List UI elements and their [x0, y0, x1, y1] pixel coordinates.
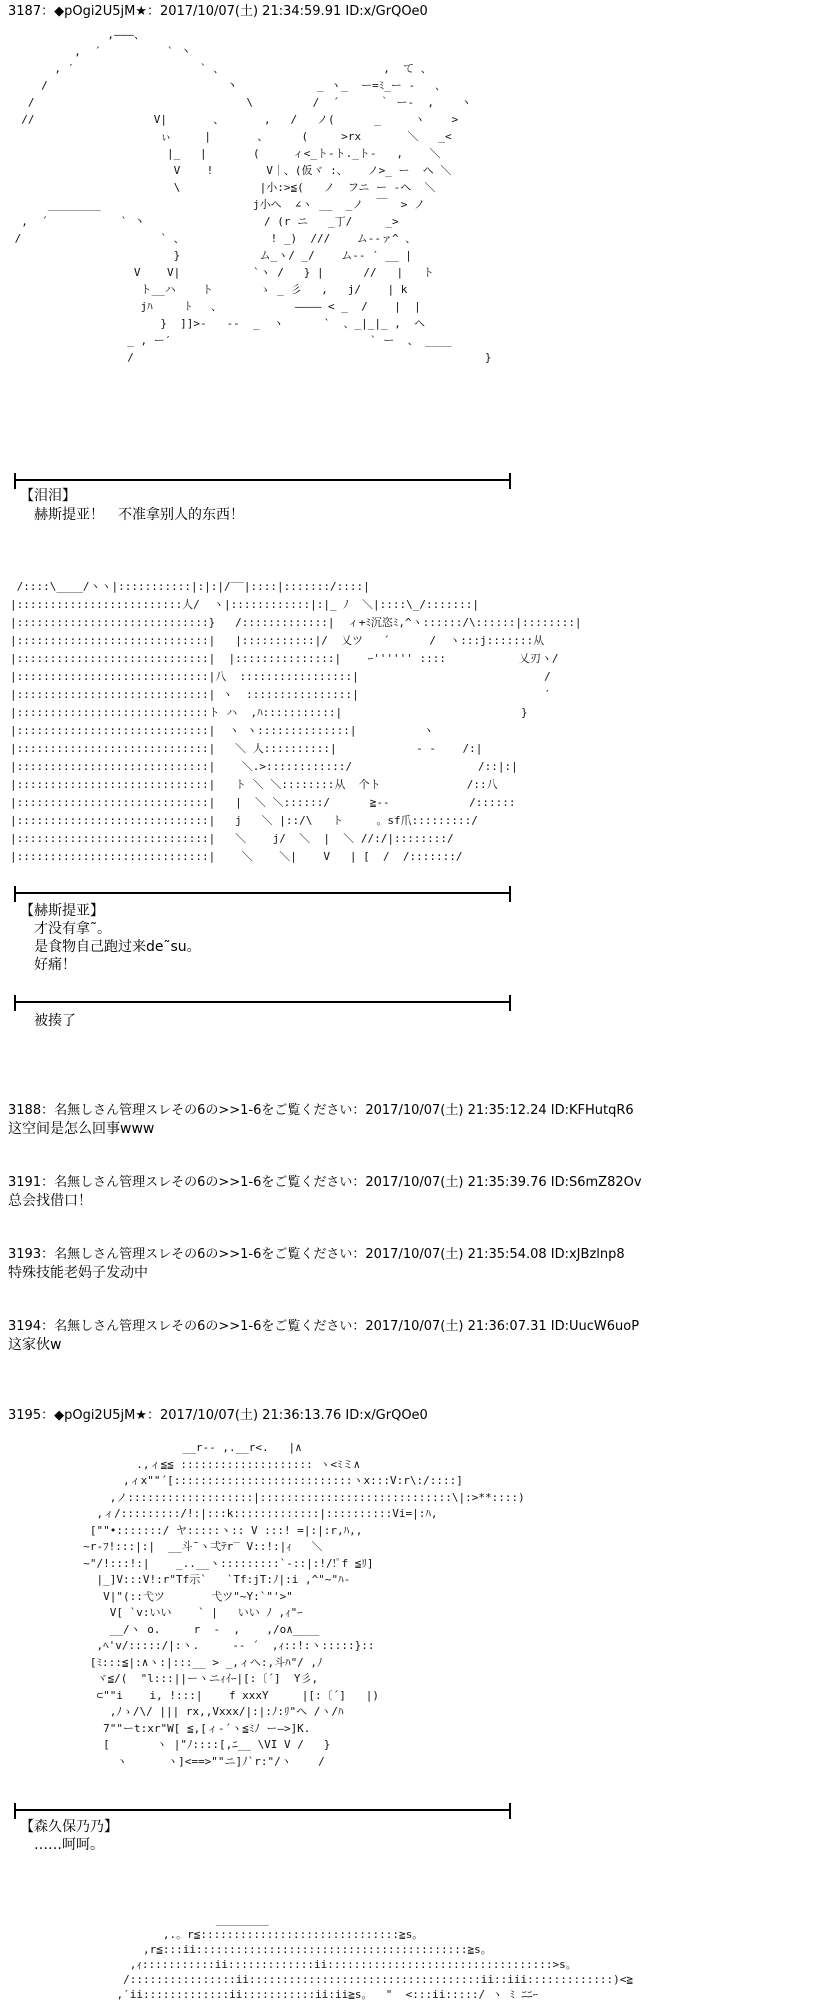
post-header: 3195：◆pOgi2U5jM★：2017/10/07(土) 21:36:13.76 ID:x/GrQOe0	[8, 1408, 428, 1423]
speaker-name: 【赫斯提亚】	[20, 903, 104, 919]
narration-line: 被揍了	[34, 1013, 76, 1029]
ascii-art-panel: /::::\____/ヽヽ|:::::::::::|:|:|/‾‾|::::|:::::::/::::| |:::::::::::::::::::::::::人/ ヽ|::::::::::::|:|_ ﾉ ＼|::::\_/:::::::| |:::::::::::::::::::::::::::::} /:::::::::::::| ィ+ﾐ沉恣ﾐ,^ヽ::::::/\::::::|::::::::| |:::::::::::::::::::::::::::::| |:::::::::::|/ 乂ツ ´ / ヽ:::j:::::::从 |:::::::::::::::::::::::::::::| |:::::::::::::::| ｰ'''''' :::: 乂刃ヽ/ |:::::::::::::::::::::::::::::|八 :::::::::::::::::| / |:::::::::::::::::::::::::::::| ヽ ::::::::::::::::| ′ |:::::::::::::::::::::::::::::ト ハ ,ﾊ:::::::::::| } |:::::::::::::::::::::::::::::| ヽ ヽ::::::::::::::| ヽ |:::::::::::::::::::::::::::::| ＼ 人::::::::::| ‐ ‐ /:| |:::::::::::::::::::::::::::::| ＼.>::::::::::::/ /::|:| |:::::::::::::::::::::::::::::| ト ＼ ＼::::::::从 个ト /::八 |:::::::::::::::::::::::::::::| | ＼ ＼::::::/ ≧-- /:::::: |:::::::::::::::::::::::::::::| j ＼ |::/\ ト 。sf爪:::::::::/ |:::::::::::::::::::::::::::::| ＼ j/ ＼ | ＼ //:/|::::::::/ |:::::::::::::::::::::::::::::| ＼ ＼| V | [ / /:::::::/	[10, 580, 582, 863]
dialogue-line: 才没有拿˜。	[34, 921, 111, 937]
dialogue-line: 好痛！	[34, 957, 76, 973]
panel-divider	[14, 892, 511, 894]
speaker-name: 【森久保乃乃】	[20, 1819, 118, 1835]
reply-body: 这空间是怎么回事www	[8, 1121, 155, 1137]
reply-body: 特殊技能老妈子发动中	[8, 1265, 148, 1281]
dialogue-line: 赫斯提亚！ 不准拿别人的东西！	[34, 507, 244, 523]
reply-header: 3193：名無しさん管理スレその6の>>1-6をご覧ください：2017/10/07(土) 21:35:54.08 ID:xJBzlnp8	[8, 1247, 625, 1262]
dialogue-line: 是食物自己跑过来de˜su。	[34, 939, 201, 955]
reply-header: 3188：名無しさん管理スレその6の>>1-6をご覧ください：2017/10/07(土) 21:35:12.24 ID:KFHutqR6	[8, 1103, 634, 1118]
dialogue-line: ……呵呵。	[34, 1837, 104, 1853]
reply-header: 3191：名無しさん管理スレその6の>>1-6をご覧ください：2017/10/07(土) 21:35:39.76 ID:S6mZ82Ov	[8, 1175, 642, 1190]
reply-body: 总会找借口！	[8, 1193, 92, 1209]
post-header: 3187：◆pOgi2U5jM★：2017/10/07(土) 21:34:59.91 ID:x/GrQOe0	[8, 4, 428, 19]
panel-divider	[14, 1809, 511, 1811]
ascii-art-panel: __r-- ,.__r<. |∧ .,ィ≦≦ :::::::::::::::::::: ヽ<ﾐミ∧ ,ィx""´[:::::::::::::::::::::::::::ヽx:::V:r\:/::::] ,ノ:::::::::::::::::::|:::::::::::::::::::::::::::::\|:>**::::) ,ィ/:::::::::/!:|:::k:::::::::::::|::::::::::Vi=|:ﾊ, [""•:::::::/ ヤ:::::ヽ:: V :::! =|:|:r,ﾊ,, ~r-ﾌ!:::|:| __斗¯ヽ弌ﾃr‾ V::!:|ｨ ＼ ~"/!:::!:| _..__ヽ:::::::::`‐::|:!/!ﾟf ≦ﾘ] |_]V:::V!:r"Tf示` `Tf:jT:ﾉ|:i ,^"~"ﾊ- V|"(::弋ツ 弋ツ"~Y:`"'>" V[ `v:いい ` | いい ﾉ ,ｨ"ｰ __/ヽ o. r - , ,/o∧____ ,ﾍ'v/:::::/|:ヽ. -‐ ´ ,ｨ::!:ヽ:::::}:: [ﾐ:::≦|:∧ヽ:|:::__ > _,ィヘ:,斗ﾊ"/ ,ﾉ ヾ≦/( "l:::||ーヽニｨｲｰ|[:〔´] Y彡, ⊂""i i, !:::| f xxxY |[:〔´] |) ,ﾉゝ/\/ ||| rx,,Vxxx/|:|:ﾉ:ﾘ"ヘ /ヽ/ﾊ 7""ーt:xr"W[ ≦,[ィ-´ヽ≦ﾐﾉ ー—>]K. [ ヽ |"ﾉ::::[,ﾆ__ \VI V / } ヽ ヽ]<==>""ニ]ﾉ`r:"/ヽ /	[83, 1441, 525, 1768]
panel-divider	[14, 479, 511, 481]
panel-divider	[14, 1001, 511, 1003]
ascii-art-panel: ,———、 , ´ ` 丶 , ′ ` 、 , て 、 / 丶 _ ヽ_ ー=ﾐ_ー - 、 / \ / ´ ｀ ー- , ヽ // V| 、 , / ノ( _ ヽ > ぃ | 、 ( >rx ＼ _< |_ | ( ィ<_ト‐ト._ト- , ＼ V ! V｜、(仮ヾ :、 ノ>_ ー ヘ ＼ \ |小:>≦( ノ フニ ー -ヘ ＼ ________ j小ヘ ∠ヽ __ _ノ ￣ > ノ , ´ ` 丶 / (r ニ _丁/ _> / ` 、 ! _) /// ム-‐ァ^ 、 } ム_ヽ/ _/ ム-‐ ′ __ | V V| `ヽ / } | // | ト ト__ハ ト ゝ _ 彡 , j/ | k jﾊ ﾄ 、 ―――― < _ / | | } ]]>- -- _ ヽ ` 、_|_|_ , ヘ _ , ー′ ` ー 、 ____ / }	[14, 28, 492, 364]
speaker-name: 【泪泪】	[20, 488, 76, 504]
reply-header: 3194：名無しさん管理スレその6の>>1-6をご覧ください：2017/10/07(土) 21:36:07.31 ID:UucW6uoP	[8, 1319, 640, 1334]
ascii-art-panel: ________ ,.。r≦::::::::::::::::::::::::::::::≧s。 ,r≦:::ii:::::::::::::::::::::::::::::::::::::::::≧s。 ,ｨ:::::::::::ii:::::::::::::ii::::::::::::::::::::::::::::::::::>s。 /::::::::::::::::ii:::::::::::::::::::::::::::::::::::ii::iii:::::::::::::)<≧ ,′ii:::::::::::::ii:::::::::::ii:ii≧s。 " <:::ii:::::/ ヽ ﾐ ﾆﾆｰ	[116, 1913, 634, 2001]
reply-body: 这家伙w	[8, 1337, 62, 1353]
